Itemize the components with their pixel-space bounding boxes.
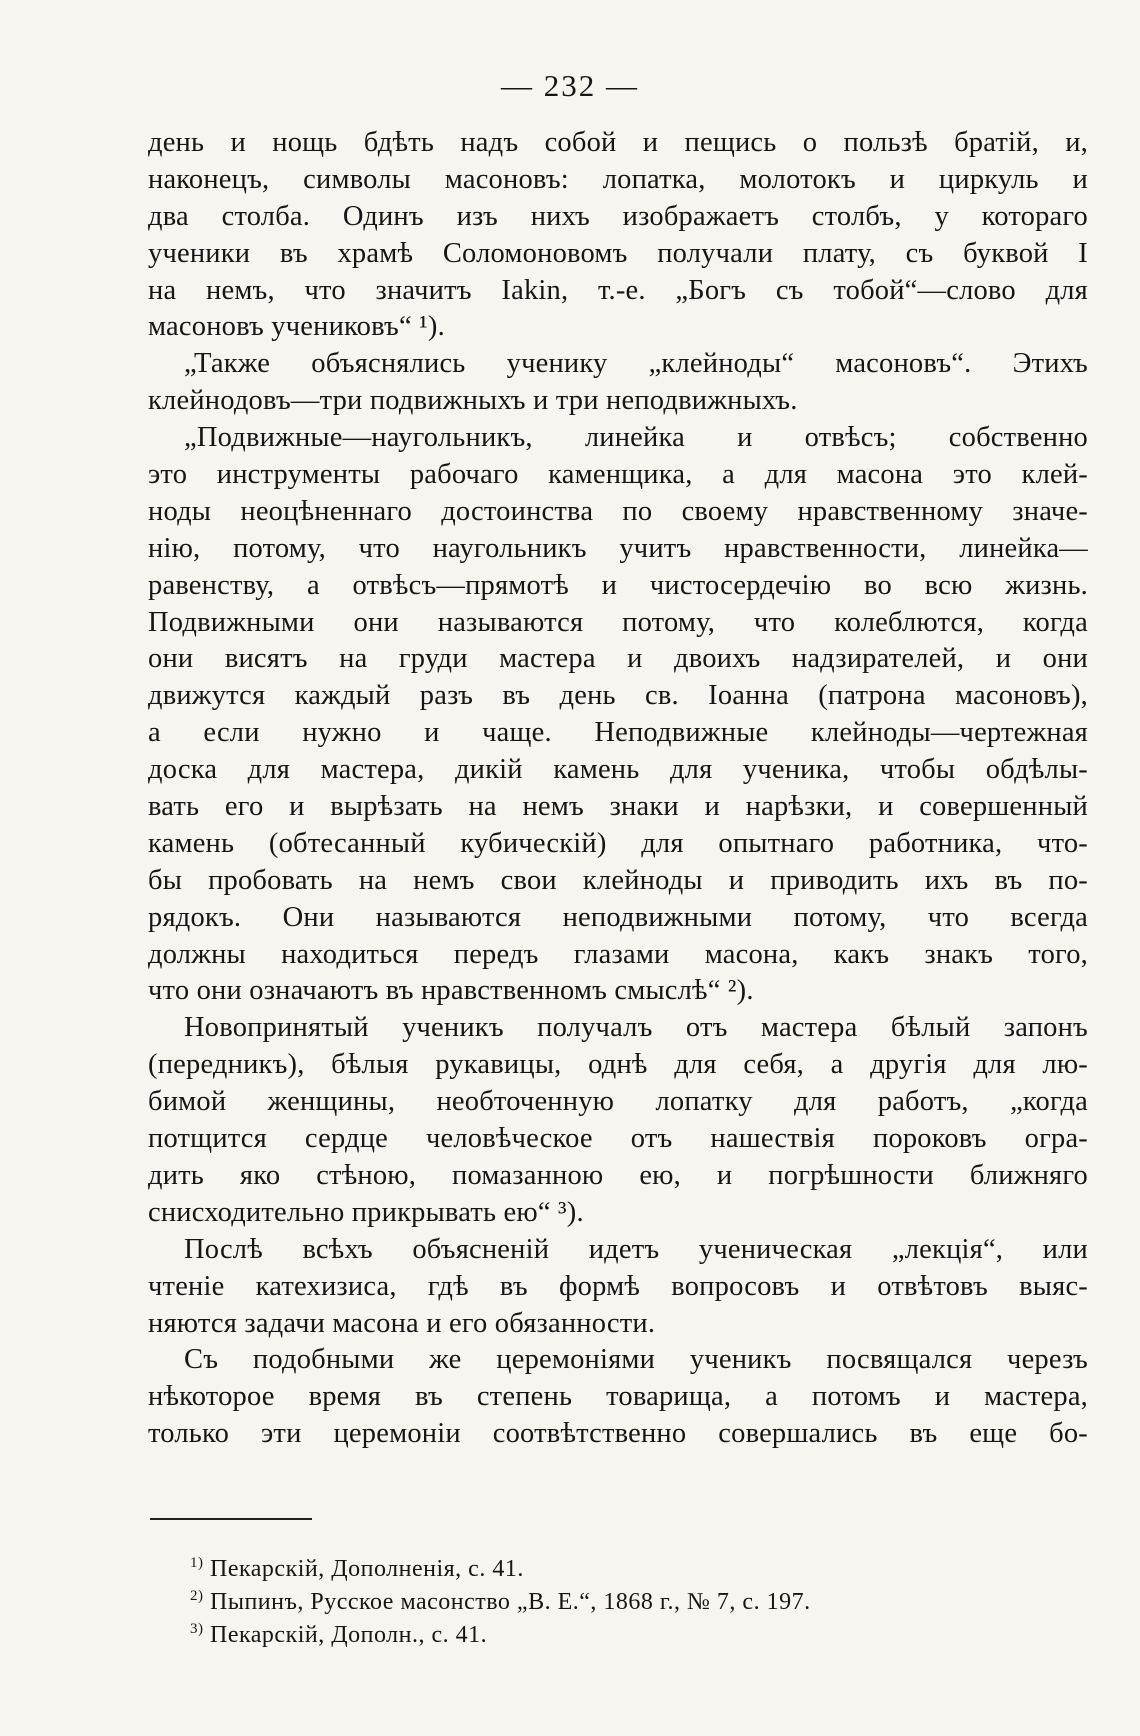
text-line: доска для мастера, дикій камень для ученика, чтобы обдѣлы- xyxy=(148,754,1088,786)
footnote xyxy=(190,1619,1050,1652)
footnote-text: Пекарскій, Дополненія, с. 41. xyxy=(210,1556,524,1582)
text-line: на немъ, что значитъ Iakin, т.-е. „Богъ съ тобой“—слово для xyxy=(148,274,1088,306)
text-line: „Подвижные—наугольникъ, линейка и отвѣсъ; собственно xyxy=(184,422,1088,454)
text-line: Новопринятый ученикъ получалъ отъ мастера бѣлый запонъ xyxy=(184,1012,1088,1044)
footnote-mark: 2) xyxy=(190,1588,204,1604)
text-line: два столба. Одинъ изъ нихъ изображаетъ столбъ, у котораго xyxy=(148,200,1088,232)
text-line: масоновъ учениковъ“ ¹). xyxy=(148,311,445,343)
text-line: Послѣ всѣхъ объясненій идетъ ученическая „лекція“, или xyxy=(184,1233,1088,1265)
page-number: — 232 — xyxy=(501,68,639,103)
text-line: ноды неоцѣненнаго достоинства по своему нравственному значе- xyxy=(148,495,1088,527)
text-line: няются задачи масона и его обязанности. xyxy=(148,1307,656,1339)
text-line: рядокъ. Они называются неподвижными потому, что всегда xyxy=(148,901,1088,933)
text-line: чтеніе катехизиса, гдѣ въ формѣ вопросовъ и отвѣтовъ выяс- xyxy=(148,1270,1088,1302)
text-line: это инструменты рабочаго каменщика, а для масона это клей- xyxy=(148,459,1088,491)
text-line: равенству, а отвѣсъ—прямотѣ и чистосердечію во всю жизнь. xyxy=(148,569,1088,601)
footnote xyxy=(190,1586,1050,1619)
footnotes xyxy=(190,1553,1050,1652)
body-text xyxy=(148,125,1088,1453)
footnote-text: Пекарскій, Дополн., с. 41. xyxy=(210,1622,488,1648)
text-line: нѣкоторое время въ степень товарища, а потомъ и мастера, xyxy=(148,1381,1088,1413)
footnote-divider xyxy=(150,1518,312,1520)
footnote-text: Пыпинъ, Русское масонство „В. Е.“, 1868 г., № 7, с. 197. xyxy=(210,1589,811,1615)
text-line: потщится сердце человѣческое отъ нашествія пороковъ огра- xyxy=(148,1123,1088,1155)
text-line: день и нощь бдѣть надъ собой и пещись о пользѣ братій, и, xyxy=(148,127,1088,158)
text-line: движутся каждый разъ въ день св. Іоанна (патрона масоновъ), xyxy=(148,680,1088,712)
text-line: нію, потому, что наугольникъ учитъ нравственности, линейка— xyxy=(148,532,1088,564)
text-line: должны находиться передъ глазами масона, какъ знакъ того, xyxy=(148,938,1088,970)
text-line: (передникъ), бѣлыя рукавицы, однѣ для себя, а другія для лю- xyxy=(148,1049,1088,1081)
footnote xyxy=(190,1553,1050,1586)
text-line: Съ подобными же церемоніями ученикъ посвящался черезъ xyxy=(184,1344,1088,1376)
text-line: а если нужно и чаще. Неподвижные клейноды—чертежная xyxy=(148,717,1088,749)
text-line: клейнодовъ—три подвижныхъ и три неподвижныхъ. xyxy=(148,385,798,417)
text-line: бы пробовать на немъ свои клейноды и приводить ихъ въ по- xyxy=(148,864,1088,896)
text-line: камень (обтесанный кубическій) для опытнаго работника, что- xyxy=(148,827,1088,859)
text-line: наконецъ, символы масоновъ: лопатка, молотокъ и циркуль и xyxy=(148,163,1088,195)
text-line: только эти церемоніи соотвѣтственно совершались въ еще бо- xyxy=(148,1418,1088,1450)
text-line: Подвижными они называются потому, что колеблются, когда xyxy=(148,606,1088,638)
text-line: ученики въ храмѣ Соломоновомъ получали плату, съ буквой I xyxy=(148,237,1088,269)
footnote-mark: 1) xyxy=(190,1555,204,1571)
text-line: дить яко стѣною, помазанною ею, и погрѣшности ближняго xyxy=(148,1159,1088,1191)
text-line: вать его и вырѣзать на немъ знаки и нарѣзки, и совершенный xyxy=(148,791,1088,823)
footnote-mark: 3) xyxy=(190,1621,204,1637)
text-line: бимой женщины, необточенную лопатку для работъ, „когда xyxy=(148,1086,1088,1118)
text-line: снисходительно прикрывать ею“ ³). xyxy=(148,1196,584,1228)
text-line: они висятъ на груди мастера и двоихъ надзирателей, и они xyxy=(148,643,1088,675)
text-line: что они означаютъ въ нравственномъ смыслѣ“ ²). xyxy=(148,975,754,1007)
text-line: „Также объяснялись ученику „клейноды“ масоновъ“. Этихъ xyxy=(184,348,1088,380)
